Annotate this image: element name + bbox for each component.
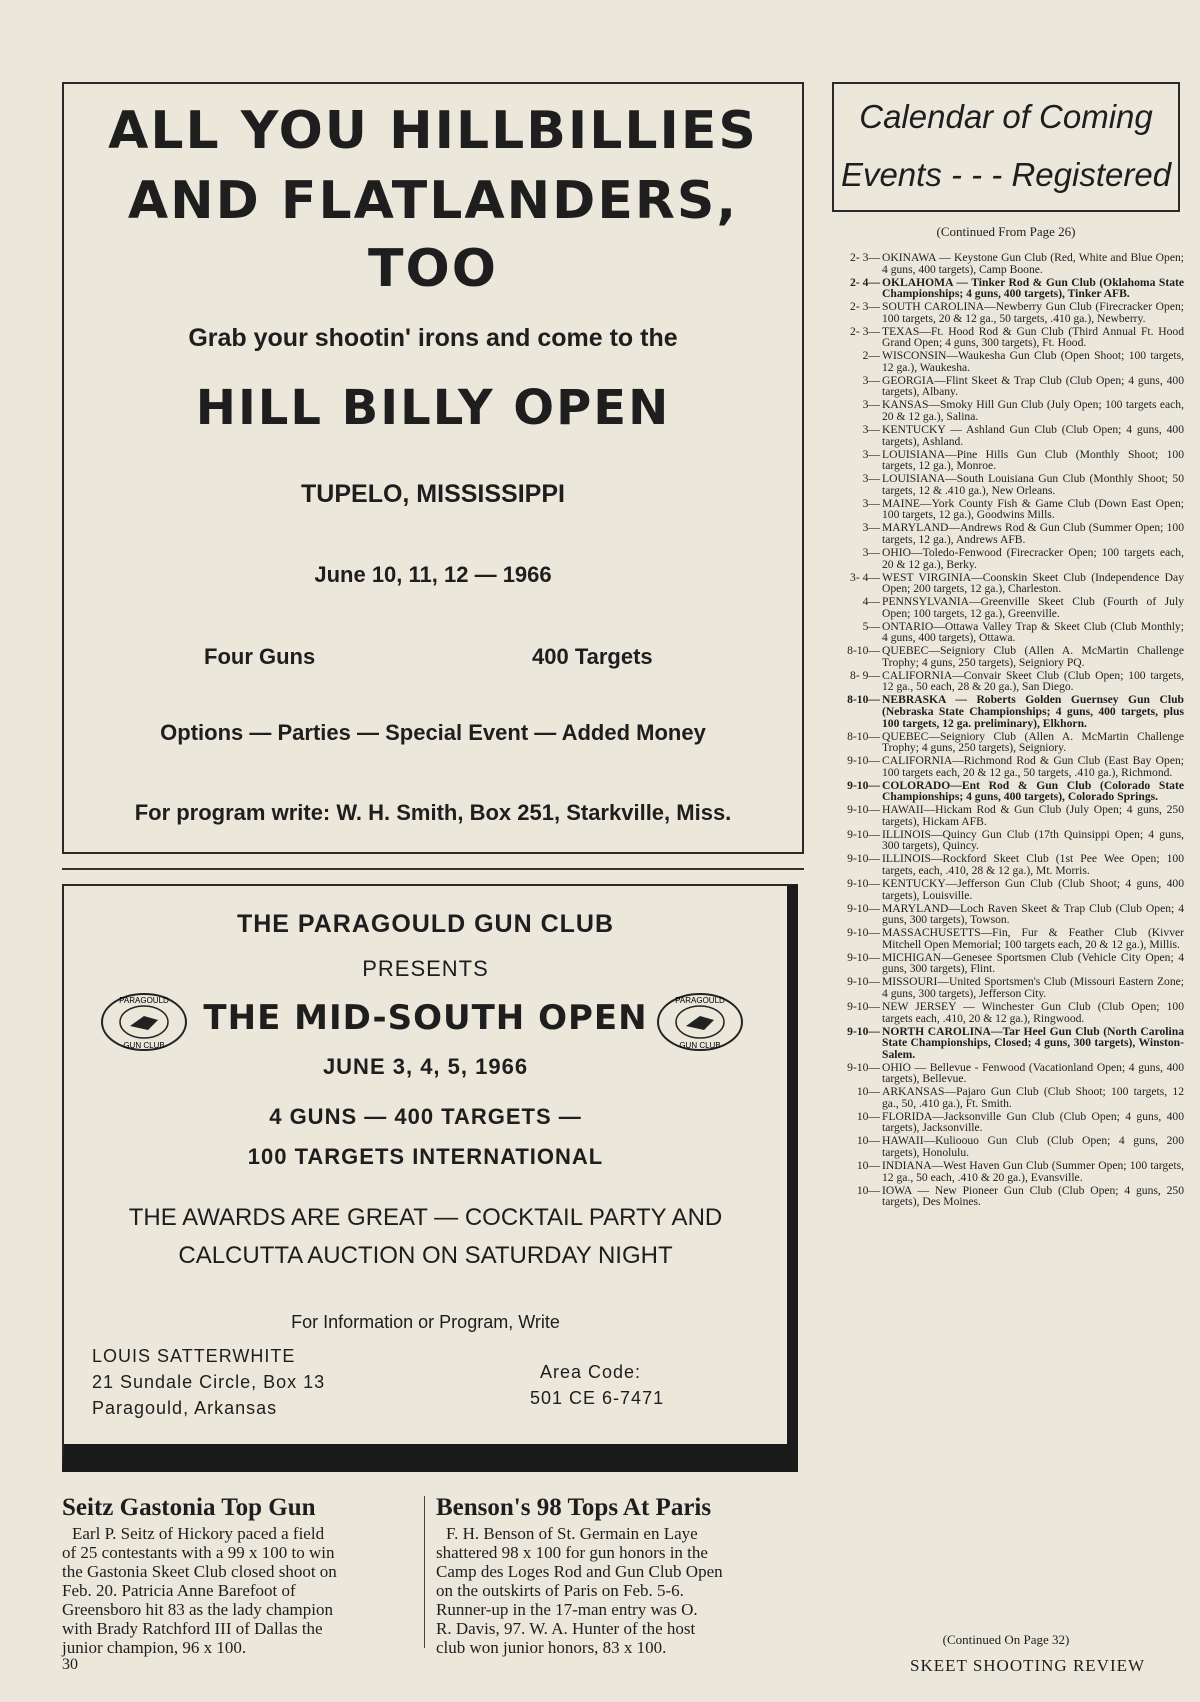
calendar-event [832,350,1184,373]
event-text: OHIO—Toledo-Fenwood (Firecracker Open; 100 targets each, 20 & 12 ga.), Berky. [882,545,1184,571]
calendar-event [832,731,1184,754]
calendar-event [832,755,1184,778]
event-text: ILLINOIS—Quincy Gun Club (17th Quinsippi Open; 4 guns, 300 targets), Quincy. [882,827,1184,853]
event-text: TEXAS—Ft. Hood Rod & Gun Club (Third Annual Ft. Hood Grand Open; 4 guns, 300 targets), Ft. Hood. [882,324,1184,350]
event-date: 9-10— [847,827,880,841]
event-date: 3— [862,398,880,412]
event-text: SOUTH CAROLINA—Newberry Gun Club (Firecracker Open; 100 targets, 20 & 12 ga., 50 targets, .410 ga.), Newberry. [882,300,1184,325]
calendar-event [832,1026,1184,1061]
ad-headline-line3: TOO [368,239,498,299]
event-text: ONTARIO—Ottawa Valley Trap & Skeet Club (Club Monthly; 4 guns, 400 targets), Ottawa. [882,619,1184,645]
calendar-event [832,473,1184,496]
calendar-event-list [832,252,1184,1209]
event-text: HAWAII—Hickam Rod & Gun Club (July Open; 4 guns, 250 targets), Hickam AFB. [882,803,1184,828]
event-text: LOUISIANA—South Louisiana Gun Club (Monthly Shoot; 50 targets, 12 & .410 ga.), New Orleans. [882,472,1184,497]
ad-event-name: HILL BILLY OPEN [195,380,671,436]
event-date: 2— [862,349,880,363]
event-date: 4— [862,595,880,609]
event-date: 3— [862,521,880,535]
event-date: 3— [862,472,880,486]
calendar-event [832,903,1184,926]
calendar-event [832,927,1184,950]
calendar-event [832,878,1184,901]
calendar-event [832,804,1184,827]
calendar-event [832,399,1184,422]
event-text: QUEBEC—Seigniory Club (Allen A. McMartin Challenge Trophy; 4 guns, 250 targets), Seigniory. [882,729,1184,755]
event-date: 9-10— [847,901,880,915]
calendar-event [832,1001,1184,1024]
calendar-event [832,1086,1184,1109]
ad2-contact-address1: 21 Sundale Circle, Box 13 [92,1372,326,1392]
calendar-event [832,326,1184,349]
event-date: 3— [862,496,880,510]
ad2-guns-targets: 4 GUNS — 400 TARGETS — [269,1104,582,1129]
calendar-event [832,780,1184,803]
event-date: 9-10— [847,1024,880,1038]
event-text: CALIFORNIA—Richmond Rod & Gun Club (East Bay Open; 100 targets each, 20 & 12 ga., 50 targets, .410 ga.), Richmond. [882,754,1184,779]
ad2-club-name: THE PARAGOULD GUN CLUB [236,910,615,938]
calendar-event [832,1062,1184,1085]
event-text: MICHIGAN—Genesee Sportsmen Club (Vehicle City Open; 4 guns, 300 targets), Flint. [882,950,1184,976]
event-text: KENTUCKY — Ashland Gun Club (Club Open; 4 guns, 400 targets), Ashland. [882,423,1184,448]
event-text: LOUISIANA—Pine Hills Gun Club (Monthly Shoot; 100 targets, 12 ga.), Monroe. [882,447,1184,473]
calendar-event [832,694,1184,729]
event-date: 9-10— [847,778,880,792]
event-text: CALIFORNIA—Convair Skeet Club (Club Open; 100 targets, 12 ga., 50 each, 28 & 20 ga.), San Diego. [882,668,1184,694]
event-text: OHIO — Bellevue - Fenwood (Vacationland Open; 4 guns, 400 targets), Bellevue. [882,1060,1184,1086]
calendar-event [832,645,1184,668]
continued-from: (Continued From Page 26) [936,224,1076,239]
svg-text:GUN CLUB: GUN CLUB [679,1041,721,1050]
ad2-contact-name: LOUIS SATTERWHITE [92,1346,296,1366]
event-date: 10— [856,1183,880,1197]
event-date: 9-10— [847,1060,880,1074]
story-title: Seitz Gastonia Top Gun [62,1494,316,1521]
story-benson [436,1494,800,1657]
calendar-event [832,375,1184,398]
event-text: OKLAHOMA — Tinker Rod & Gun Club (Oklahoma State Championships; 4 guns, 400 targets), Tinker AFB. [882,275,1184,301]
calendar-event [832,252,1184,275]
ad-headline-line2: AND FLATLANDERS, [127,171,739,231]
ad2-awards-line1: THE AWARDS ARE GREAT — COCKTAIL PARTY AND [128,1204,723,1231]
event-date: 8-10— [847,729,880,743]
event-date: 9-10— [847,754,880,768]
event-text: NEW JERSEY — Winchester Gun Club (Club Open; 100 targets each, .410, 20 & 12 ga.), Ringwood. [882,999,1184,1025]
ad-options: Options — Parties — Special Event — Added Money [160,720,706,745]
event-date: 10— [856,1134,880,1148]
event-date: 5— [862,619,880,633]
event-text: GEORGIA—Flint Skeet & Trap Club (Club Open; 4 guns, 400 targets), Albany. [882,373,1184,399]
event-date: 8-10— [847,693,880,707]
event-date: 2- 3— [850,251,880,264]
event-date: 9-10— [847,975,880,989]
calendar-title-line1: Calendar of Coming [859,98,1153,135]
event-text: ARKANSAS—Pajaro Gun Club (Club Shoot; 100 targets, 12 ga., 50, .410 ga.), Ft. Smith. [882,1085,1184,1110]
ad-grab-line: Grab your shootin' irons and come to the [188,324,678,352]
calendar-header [832,82,1180,212]
event-text: IOWA — New Pioneer Gun Club (Club Open; 4 guns, 250 targets), Des Moines. [882,1183,1184,1209]
event-date: 3— [862,545,880,559]
calendar-event [832,976,1184,999]
event-date: 9-10— [847,877,880,891]
event-text: KENTUCKY—Jefferson Gun Club (Club Shoot; 4 guns, 400 targets), Louisville. [882,877,1184,902]
story-seitz [62,1494,414,1657]
event-text: MASSACHUSETTS—Fin, Fur & Feather Club (Kivver Mitchell Open Memorial; 100 targets each, 20 & 12 ga.), Millis. [882,926,1184,951]
calendar-event [832,621,1184,644]
event-date: 10— [856,1085,880,1099]
calendar-event [832,547,1184,570]
calendar-event [832,572,1184,595]
calendar-title-line2: Events - - - Registered [840,156,1172,193]
event-text: MARYLAND—Andrews Rod & Gun Club (Summer Open; 100 targets, 12 ga.), Andrews AFB. [882,521,1184,546]
calendar-event [832,1111,1184,1134]
calendar-event [832,596,1184,619]
calendar-event [832,424,1184,447]
event-text: HAWAII—Kulioouo Gun Club (Club Open; 4 guns, 200 targets), Honolulu. [882,1134,1184,1160]
calendar-event [832,670,1184,693]
event-date: 10— [856,1159,880,1172]
page-number: 30 [62,1656,78,1673]
calendar-event [832,952,1184,975]
calendar-event [832,522,1184,545]
event-date: 9-10— [847,926,880,940]
story-body: Earl P. Seitz of Hickory paced a field of 25 contestants with a 99 x 100 to win the Gastonia Skeet Club closed shoot on Feb. 20. Patricia Anne Barefoot of Greensboro hit 83 as the lady champion with Brady Ratchford III of Dallas the junior champion, 96 x 100. [62,1524,337,1657]
calendar-event [832,829,1184,852]
mid-south-open-ad [62,884,798,1472]
magazine-title: SKEET SHOOTING REVIEW [910,1656,1146,1675]
svg-text:PARAGOULD: PARAGOULD [119,996,169,1005]
event-text: NORTH CAROLINA—Tar Heel Gun Club (North Carolina State Championships, Closed; 4 guns, 300 targets), Winston-Salem. [882,1024,1184,1061]
event-text: FLORIDA—Jacksonville Gun Club (Club Open; 4 guns, 400 targets), Jacksonville. [882,1109,1184,1135]
event-date: 8-10— [847,644,880,658]
event-date: 9-10— [847,803,880,817]
calendar-event [832,1160,1184,1183]
event-date: 3— [862,423,880,437]
calendar-event [832,1135,1184,1158]
calendar-event [832,449,1184,472]
event-text: QUEBEC—Seigniory Club (Allen A. McMartin Challenge Trophy; 4 guns, 250 targets), Seigniory PQ. [882,644,1184,669]
event-date: 3— [862,447,880,461]
event-date: 9-10— [847,852,880,866]
event-text: COLORADO—Ent Rod & Gun Club (Colorado State Championships; 4 guns, 400 targets), Colorado Springs. [882,778,1184,804]
ad-targets: 400 Targets [532,644,653,669]
ad2-contact-address2: Paragould, Arkansas [92,1398,278,1418]
event-text: INDIANA—West Haven Gun Club (Summer Open; 100 targets, 12 ga., 50 each, .410 & 20 ga.), Evansville. [882,1159,1184,1184]
calendar-event [832,1185,1184,1208]
ad-guns: Four Guns [204,644,316,669]
ad2-presents: PRESENTS [362,956,489,981]
event-text: KANSAS—Smoky Hill Gun Club (July Open; 100 targets each, 20 & 12 ga.), Salina. [882,398,1184,424]
ad-headline-line1: ALL YOU HILLBILLIES [108,101,758,161]
event-text: WISCONSIN—Waukesha Gun Club (Open Shoot; 100 targets, 12 ga.), Waukesha. [882,349,1184,374]
svg-text:PARAGOULD: PARAGOULD [675,996,725,1005]
hillbilly-open-ad [62,82,804,854]
event-text: OKINAWA — Keystone Gun Club (Red, White and Blue Open; 4 guns, 400 targets), Camp Boone. [882,251,1184,276]
ad-dates: June 10, 11, 12 — 1966 [314,562,552,587]
event-date: 2- 4— [850,275,880,289]
event-text: ILLINOIS—Rockford Skeet Club (1st Pee Wee Open; 100 targets, each, .410, 28 & 12 ga.), Mt. Morris. [882,852,1184,878]
ad2-awards-line2: CALCUTTA AUCTION ON SATURDAY NIGHT [178,1242,673,1269]
event-date: 8- 9— [850,668,880,682]
svg-text:GUN CLUB: GUN CLUB [123,1041,165,1050]
event-date: 2- 3— [850,324,880,338]
event-date: 2- 3— [850,300,880,314]
calendar-event [832,498,1184,521]
event-text: PENNSYLVANIA—Greenville Skeet Club (Fourth of July Open; 100 targets, 12 ga.), Greenville. [882,595,1184,620]
continued-on: (Continued On Page 32) [942,1632,1070,1647]
event-date: 3— [862,373,880,387]
event-text: MAINE—York County Fish & Game Club (Down East Open; 100 targets, 12 ga.), Goodwins Mills. [882,496,1184,522]
event-text: NEBRASKA — Roberts Golden Guernsey Gun Club (Nebraska State Championships; 4 guns, 400 targets, plus 100 targets, 12 ga. preliminary), Elkhorn. [882,693,1184,730]
story-title: Benson's 98 Tops At Paris [436,1494,712,1521]
event-date: 10— [856,1109,880,1123]
column-rule [424,1496,425,1648]
event-text: MARYLAND—Loch Raven Skeet & Trap Club (Club Open; 4 guns, 300 targets), Towson. [882,901,1184,927]
ad2-info: For Information or Program, Write [291,1312,560,1332]
story-body: F. H. Benson of St. Germain en Laye shattered 98 x 100 for gun honors in the Camp des Loges Rod and Gun Club Open on the outskirts of Paris on Feb. 5-6. Runner-up in the 17-man entry was O. R. Davis, 97. W. A. Hunter of the host club won junior honors, 83 x 100. [436,1524,723,1657]
ad2-dates: JUNE 3, 4, 5, 1966 [322,1054,529,1079]
section-divider [62,868,804,870]
ad2-international: 100 TARGETS INTERNATIONAL [247,1144,604,1169]
calendar-event [832,301,1184,324]
ad-contact: For program write: W. H. Smith, Box 251, Starkville, Miss. [134,800,732,825]
ad2-area-code-label: Area Code: [540,1362,642,1382]
event-text: WEST VIRGINIA—Coonskin Skeet Club (Independence Day Open; 200 targets, 12 ga.), Charleston. [882,570,1184,596]
ad-location: TUPELO, MISSISSIPPI [301,480,565,508]
ad2-phone: 501 CE 6-7471 [530,1388,665,1408]
event-date: 3- 4— [850,570,880,584]
event-text: MISSOURI—United Sportsmen's Club (Missouri Eastern Zone; 4 guns, 300 targets), Jefferson City. [882,975,1184,1000]
calendar-event [832,853,1184,876]
event-date: 9-10— [847,999,880,1013]
calendar-event [832,277,1184,300]
ad2-event-name: THE MID-SOUTH OPEN [203,998,648,1038]
event-date: 9-10— [847,950,880,964]
